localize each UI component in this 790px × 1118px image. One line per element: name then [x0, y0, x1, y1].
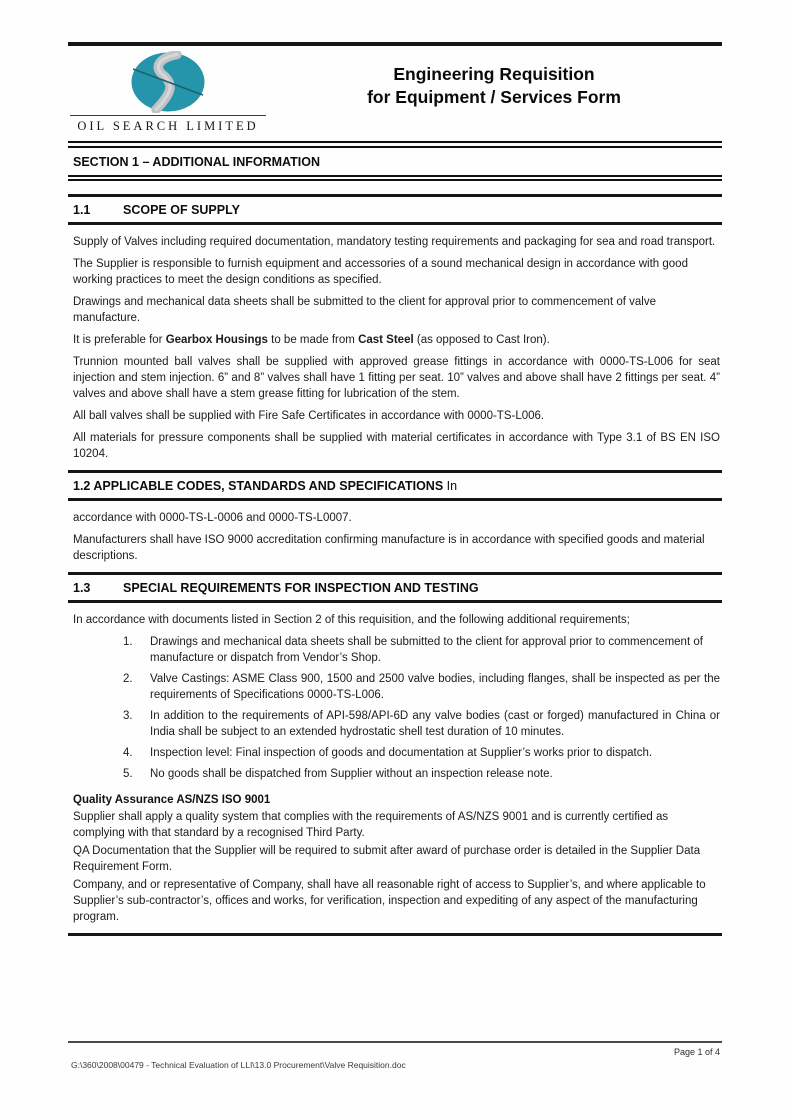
list-item	[123, 745, 720, 761]
spacer	[68, 181, 722, 194]
list-item-number: 4.	[123, 747, 133, 759]
scope-paragraph-5: Trunnion mounted ball valves shall be supplied with approved grease fittings in accordance with 0000-TS-L006 for seat injection and stem injection. 6” and 8” valves shall have 1 fitting per seat. 10” valves and above shall have 2 fittings per seat. 4” valves and above shall have a stem grease fitting for lubrication of the stem.	[73, 356, 720, 400]
heading-tail-text: In	[443, 479, 458, 493]
section-banner-title: SECTION 1 – ADDITIONAL INFORMATION	[73, 155, 320, 169]
list-item-text: Drawings and mechanical data sheets shall be submitted to the client for approval prior to commencement of manufacture or dispatch from Vendor’s Shop.	[150, 636, 703, 664]
inspection-intro: In accordance with documents listed in Section 2 of this requisition, and the following additional requirements;	[73, 614, 630, 626]
heading-scope-of-supply	[68, 194, 722, 225]
page-content	[68, 0, 722, 936]
scope-paragraph-1: Supply of Valves including required documentation, mandatory testing requirements and packaging for sea and road transport.	[73, 236, 716, 248]
scope-paragraph-3: Drawings and mechanical data sheets shall be submitted to the client for approval prior to commencement of valve manufacture.	[73, 296, 656, 324]
quality-assurance-block	[73, 792, 720, 925]
qa-paragraph-3: Company, and or representative of Company, shall have all reasonable right of access to Supplier’s, and where applicable to Supplier’s sub-contractor’s, offices and works, for verification, inspection and expediting of any aspect of the manufacturing program.	[73, 879, 706, 923]
document-title-line1: Engineering Requisition	[393, 64, 595, 84]
inspection-testing-body	[68, 603, 722, 929]
codes-paragraph-1: accordance with 0000-TS-L-0006 and 0000-TS-L0007.	[73, 512, 352, 524]
scope-paragraph-7: All materials for pressure components shall be supplied with material certificates in accordance with Type 3.1 of BS EN ISO 10204.	[73, 432, 720, 460]
heading-number: 1.3	[73, 581, 91, 595]
heading-title: SCOPE OF SUPPLY	[123, 203, 240, 217]
list-item-number: 2.	[123, 673, 133, 685]
list-item	[123, 766, 720, 782]
list-item-number: 5.	[123, 768, 133, 780]
footer-rule	[68, 1041, 722, 1043]
page-number-label: Page 1 of 4	[673, 1047, 720, 1057]
list-item-text: Valve Castings: ASME Class 900, 1500 and 2500 valve bodies, including flanges, shall be inspected as per the requirements of Specifications 0000-TS-L006.	[150, 673, 720, 701]
content-end-rule	[68, 933, 722, 936]
heading-title: 1.2 APPLICABLE CODES, STANDARDS AND SPECIFICATIONS	[73, 479, 444, 493]
quality-assurance-heading: Quality Assurance AS/NZS ISO 9001	[73, 794, 271, 806]
document-title	[266, 49, 722, 109]
qa-paragraph-1: Supplier shall apply a quality system that complies with the requirements of AS/NZS 9001 and is currently certified as complying with that standard by a recognised Third Party.	[73, 811, 669, 839]
heading-number: 1.1	[73, 203, 91, 217]
document-header	[68, 46, 722, 141]
scope-of-supply-body	[68, 225, 722, 470]
codes-paragraph-2: Manufacturers shall have ISO 9000 accreditation confirming manufacture is in accordance with specified goods and material descriptions.	[73, 534, 705, 562]
list-item-number: 1.	[123, 636, 133, 648]
requirements-list	[123, 634, 720, 782]
section-banner	[68, 141, 722, 181]
heading-applicable-codes	[68, 470, 722, 501]
scope-paragraph-4: It is preferable for Gearbox Housings to be made from Cast Steel (as opposed to Cast Iron).	[73, 334, 550, 346]
list-item	[123, 634, 720, 666]
list-item	[123, 708, 720, 740]
scope-paragraph-2: The Supplier is responsible to furnish equipment and accessories of a sound mechanical design in accordance with good working practices to meet the design conditions as specified.	[73, 258, 688, 286]
list-item-number: 3.	[123, 710, 133, 722]
list-item	[123, 671, 720, 703]
qa-paragraph-2: QA Documentation that the Supplier will be required to submit after award of purchase order is detailed in the Supplier Data Requirement Form.	[73, 845, 701, 873]
scope-paragraph-6: All ball valves shall be supplied with Fire Safe Certificates in accordance with 0000-TS-L006.	[73, 410, 545, 422]
list-item-text: No goods shall be dispatched from Supplier without an inspection release note.	[150, 768, 553, 780]
list-item-text: Inspection level: Final inspection of goods and documentation at Supplier’s works prior to dispatch.	[150, 747, 653, 759]
list-item-text: In addition to the requirements of API-598/API-6D any valve bodies (cast or forged) manufactured in China or India shall be subject to an extended hydrostatic shell test duration of 10 minutes.	[150, 710, 720, 738]
heading-title: SPECIAL REQUIREMENTS FOR INSPECTION AND TESTING	[123, 581, 479, 595]
applicable-codes-body	[68, 501, 722, 572]
document-title-line2: for Equipment / Services Form	[367, 87, 621, 108]
heading-inspection-testing	[68, 572, 722, 603]
document-file-path: G:\360\2008\00479 - Technical Evaluation of LLI\13.0 Procurement\Valve Requisition.doc	[71, 1060, 406, 1070]
oil-search-logo	[70, 49, 266, 134]
page-footer	[68, 1041, 722, 1070]
brand-name: OIL SEARCH LIMITED	[70, 115, 266, 134]
oil-search-logo-icon	[129, 51, 207, 113]
